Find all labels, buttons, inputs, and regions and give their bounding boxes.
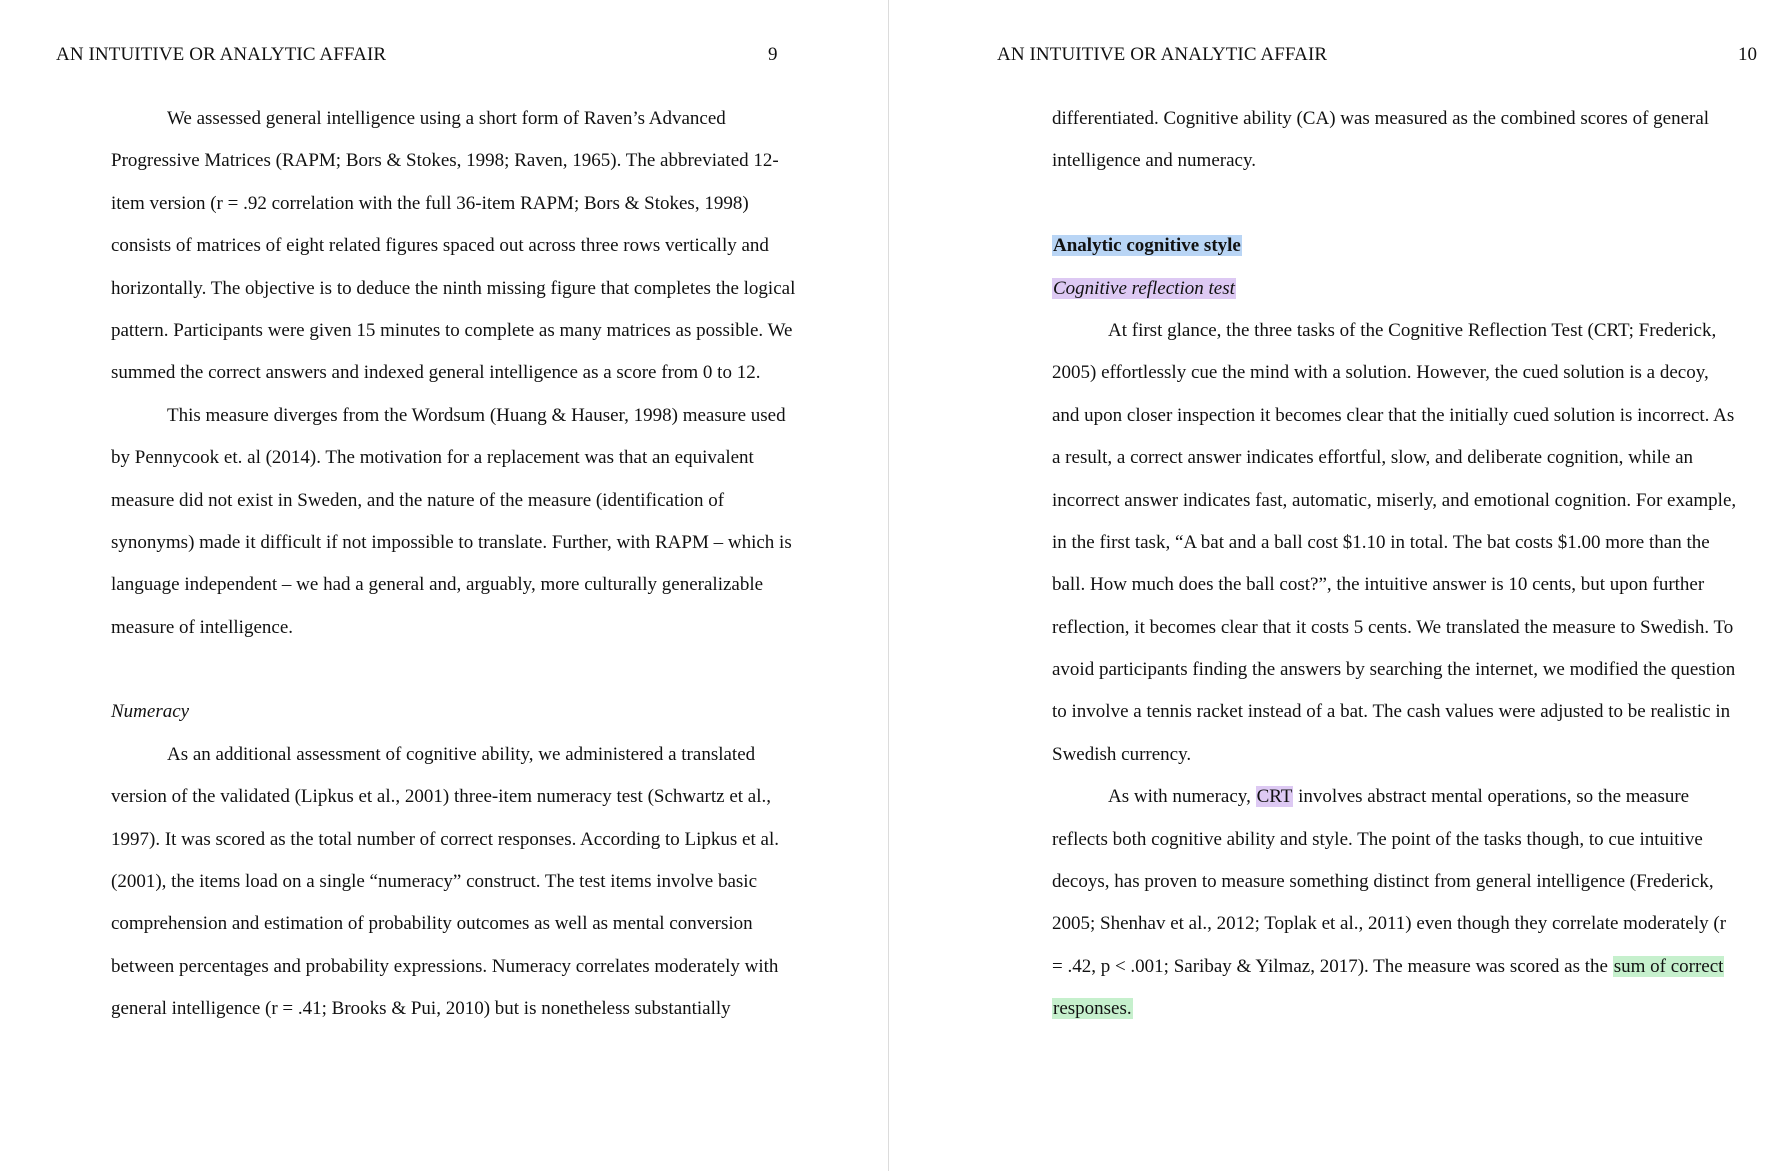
text-line: by Pennycook et. al (2014). The motivation for a replacement was that an equivalent xyxy=(111,447,754,469)
paragraph-spacer xyxy=(1052,183,1720,225)
running-head-right: AN INTUITIVE OR ANALYTIC AFFAIR xyxy=(997,44,1328,65)
text-line: reflects both cognitive ability and style. The point of the tasks though, to cue intuitive xyxy=(1052,828,1703,850)
paragraph-spacer xyxy=(111,649,779,691)
text-run: As with numeracy, xyxy=(1108,786,1256,808)
text-line: between percentages and probability expressions. Numeracy correlates moderately with xyxy=(111,955,779,977)
text-line: general intelligence (r = .41; Brooks & Pui, 2010) but is nonetheless substantially xyxy=(111,998,731,1020)
text-line xyxy=(1052,946,1724,988)
numeracy-heading: Numeracy xyxy=(111,701,190,723)
text-line: measure of intelligence. xyxy=(111,616,294,638)
text-line: horizontally. The objective is to deduce the ninth missing figure that completes the logical xyxy=(111,277,796,299)
text-line: in the first task, “A bat and a ball cost $1.10 in total. The bat costs $1.00 more than the xyxy=(1052,531,1710,553)
section-heading-line xyxy=(1052,225,1720,267)
text-line xyxy=(1052,776,1720,818)
left-body-text xyxy=(111,98,796,1031)
text-run: involves abstract mental operations, so the measure xyxy=(1293,786,1690,808)
text-line: (2001), the items load on a single “numeracy” construct. The test items involve basic xyxy=(111,871,757,893)
text-line: This measure diverges from the Wordsum (Huang & Hauser, 1998) measure used xyxy=(167,404,786,426)
text-line: As an additional assessment of cognitive ability, we administered a translated xyxy=(167,743,756,765)
subsection-heading-line xyxy=(1052,268,1720,310)
text-line: reflection, it becomes clear that it costs 5 cents. We translated the measure to Swedish. To xyxy=(1052,616,1734,638)
text-line: incorrect answer indicates fast, automatic, miserly, and emotional cognition. For example, xyxy=(1052,489,1737,511)
text-line: 2005) effortlessly cue the mind with a solution. However, the cued solution is a decoy, xyxy=(1052,362,1709,384)
text-line xyxy=(1052,988,1720,1030)
text-line: pattern. Participants were given 15 minutes to complete as many matrices as possible. We xyxy=(111,319,793,341)
text-line: differentiated. Cognitive ability (CA) was measured as the combined scores of general xyxy=(1052,108,1710,129)
text-line: Progressive Matrices (RAPM; Bors & Stokes, 1998; Raven, 1965). The abbreviated 12- xyxy=(111,150,779,172)
text-line: 1997). It was scored as the total number of correct responses. According to Lipkus et al. xyxy=(111,828,779,850)
right-body-text xyxy=(1052,98,1737,1031)
text-line: to involve a tennis racket instead of a bat. The cash values were adjusted to be realistic in xyxy=(1052,701,1731,723)
text-line: decoys, has proven to measure something distinct from general intelligence (Frederick, xyxy=(1052,871,1714,893)
text-line: synonyms) made it difficult if not impossible to translate. Further, with RAPM – which is xyxy=(111,531,792,553)
text-line: 2005; Shenhav et al., 2012; Toplak et al., 2011) even though they correlate moderately (r xyxy=(1052,913,1727,935)
text-line: and upon closer inspection it becomes clear that the initially cued solution is incorrect. As xyxy=(1052,404,1735,426)
text-line: avoid participants finding the answers by searching the internet, we modified the question xyxy=(1052,659,1736,681)
text-line: intelligence and numeracy. xyxy=(1052,150,1256,172)
page-number-right: 10 xyxy=(1738,44,1757,65)
text-line: a result, a correct answer indicates effortful, slow, and deliberate cognition, while an xyxy=(1052,447,1694,469)
highlight-crt: CRT xyxy=(1256,786,1293,808)
text-line: comprehension and estimation of probability outcomes as well as mental conversion xyxy=(111,913,753,935)
text-line: measure did not exist in Sweden, and the nature of the measure (identification of xyxy=(111,489,725,511)
text-line: item version (r = .92 correlation with the full 36-item RAPM; Bors & Stokes, 1998) xyxy=(111,192,749,214)
text-line: consists of matrices of eight related figures spaced out across three rows vertically and xyxy=(111,235,769,257)
text-line: Swedish currency. xyxy=(1052,743,1192,765)
subsection-heading: Cognitive reflection test xyxy=(1053,277,1235,299)
page-number-left: 9 xyxy=(768,44,778,65)
text-line: ball. How much does the ball cost?”, the intuitive answer is 10 cents, but upon further xyxy=(1052,574,1705,596)
text-run: = .42, p < .001; Saribay & Yilmaz, 2017). The measure was scored as the xyxy=(1052,955,1613,977)
highlight-responses: responses. xyxy=(1053,998,1132,1020)
text-line: We assessed general intelligence using a short form of Raven’s Advanced xyxy=(167,108,726,129)
highlight-sum-of-correct: sum of correct xyxy=(1613,955,1724,977)
right-page xyxy=(889,0,1770,1171)
section-heading: Analytic cognitive style xyxy=(1053,235,1241,257)
text-line: language independent – we had a general and, arguably, more culturally generalizable xyxy=(111,574,764,596)
text-line: version of the validated (Lipkus et al., 2001) three-item numeracy test (Schwartz et al., xyxy=(111,786,772,808)
text-line: At first glance, the three tasks of the Cognitive Reflection Test (CRT; Frederick, xyxy=(1108,319,1717,341)
text-line: summed the correct answers and indexed general intelligence as a score from 0 to 12. xyxy=(111,362,761,384)
running-head-left: AN INTUITIVE OR ANALYTIC AFFAIR xyxy=(56,44,387,65)
